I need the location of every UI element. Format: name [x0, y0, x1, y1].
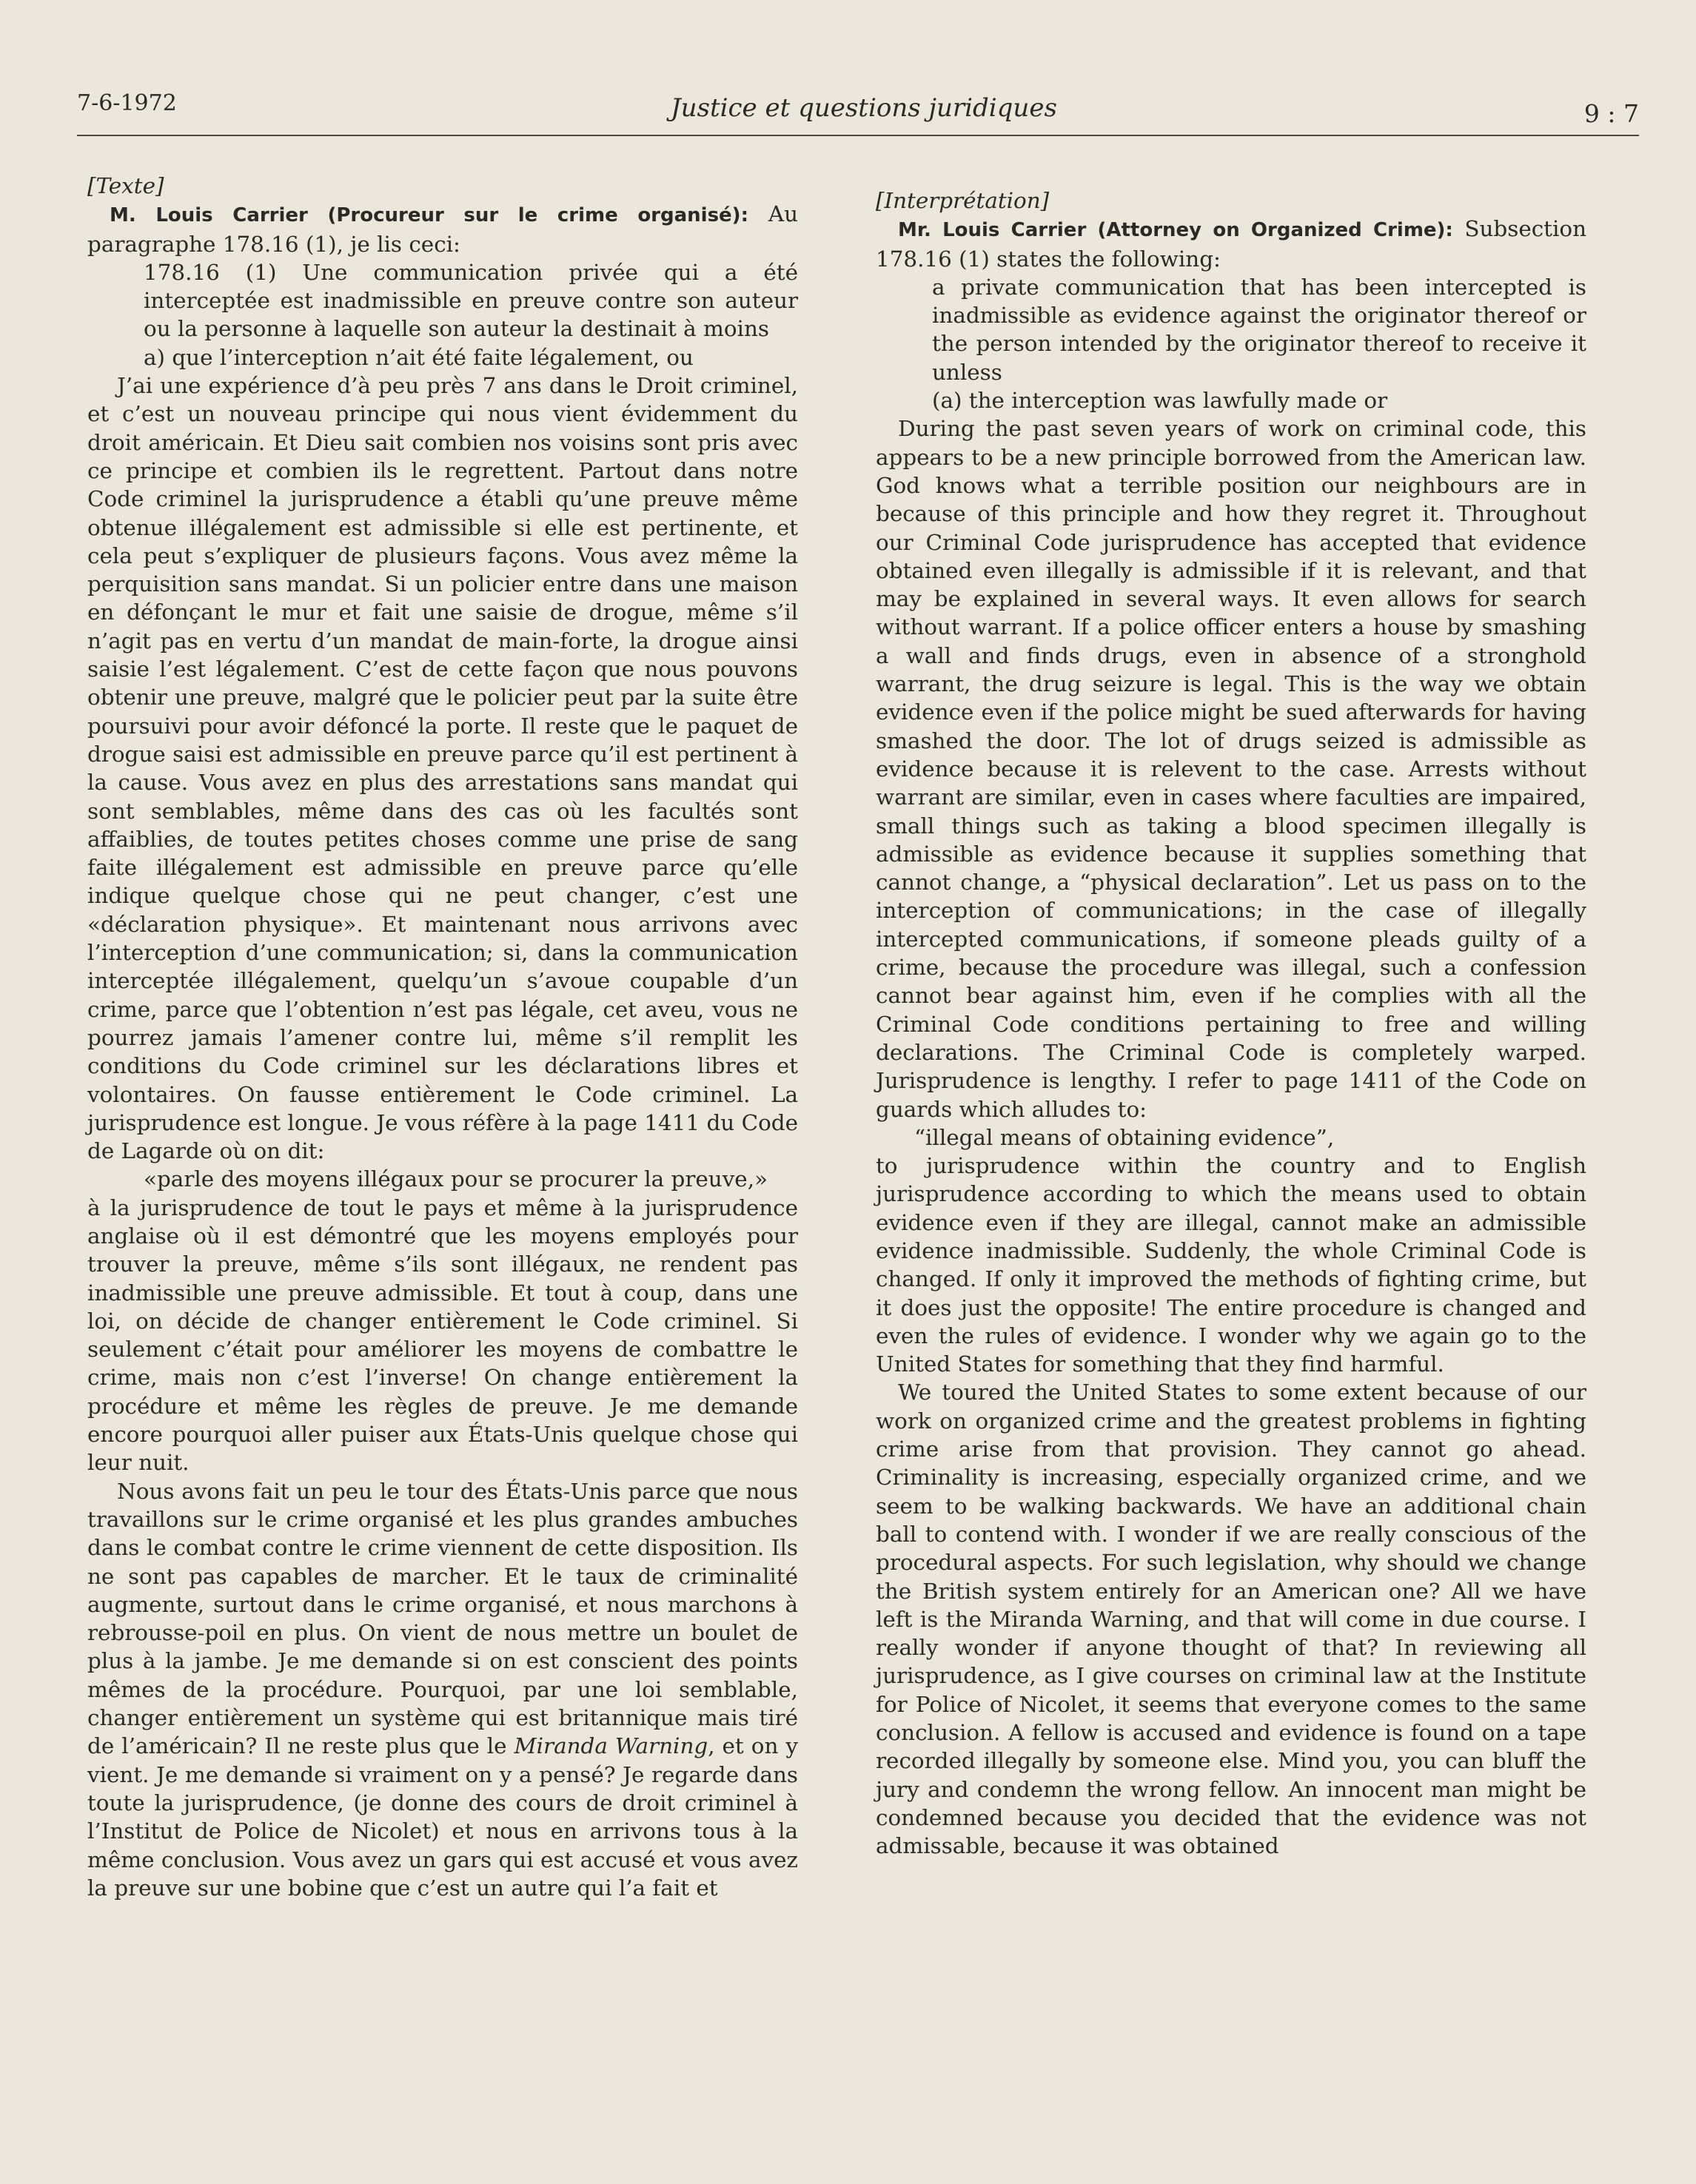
statute-clause-a: a) que l’interception n’ait été faite légalement, ou: [144, 344, 694, 370]
paragraph: During the past seven years of work on criminal code, this appears to be a new principle borrowed from the American law. God knows what a terrible position our neighbours are in because of this principle and how they regret it. Throughout our Criminal Code jurisprudence has accepted that evidence obtained even illegally is admissible if it is relevant, and that may be explained in several ways. It even allows for search without warrant. If a police officer enters a house by smashing a wall and finds drugs, even in absence of a stronghold warrant, the drug seizure is legal. This is the way we obtain evidence even if the police might be sued afterwards for having smashed the door. The lot of drugs seized is admissible as evidence because it is relevent to the case. Arrests without warrant are similar, even in cases where faculties are impaired, small things such as taking a blood specimen illegally is admissible as evidence because it supplies something that cannot change, a “physical declaration”. Let us pass on to the interception of communications; in the case of illegally intercepted communications, if someone pleads guilty of a crime, because the procedure was illegal, such a confession cannot bear against him, even if he complies with all the Criminal Code conditions pertaining to free and willing declarations. The Criminal Code is completely warped. Jurisprudence is lengthy. I refer to page 1411 of the Code on guards which alludes to:: [876, 416, 1586, 1122]
citation-quote: «parle des moyens illégaux pour se procurer la preuve,»: [144, 1166, 768, 1192]
paragraph: [87, 1477, 798, 1902]
speaker-paragraph: [87, 200, 798, 258]
paragraph: J’ai une expérience d’à peu près 7 ans dans le Droit criminel, et c’est un nouveau principe qui nous vient évidemment du droit américain. Et Dieu sait combien nos voisins sont pris avec ce principe et combien ils le regrettent. Partout dans notre Code criminel la jurisprudence a établi qu’une preuve même obtenue illégalement est admissible si elle est pertinente, et cela peut s’expliquer de plusieurs façons. Vous avez même la perquisition sans mandat. Si un policier entre dans une maison en défonçant le mur et fait une saisie de drogue, même s’il n’agit pas en vertu d’un mandat de main-forte, la drogue ainsi saisie l’est légalement. C’est de cette façon que nous pouvons obtenir une preuve, malgré que le policier peut par la suite être poursuivi pour avoir défoncé la porte. Il reste que le paquet de drogue saisi est admissible en preuve parce qu’il est pertinent à la cause. Vous avez en plus des arrestations sans mandat qui sont semblables, même dans des cas où les facultés sont affaiblies, de toutes petites choses comme une prise de sang faite illégalement est admissible en preuve parce qu’elle indique quelque chose qui ne peut changer, c’est une «déclaration physique». Et maintenant nous arrivons avec l’interception d’une communication; si, dans la communication interceptée illégalement, quelqu’un s’avoue coupable d’un crime, parce que l’obtention n’est pas légale, cet aveu, vous ne pourrez jamais l’amener contre lui, même s’il remplit les conditions du Code criminel sur les déclarations libres et volontaires. On fausse entièrement le Code criminel. La jurisprudence est longue. Je vous réfère à la page 1411 du Code de Lagarde où on dit:: [87, 373, 798, 1164]
header-title: Justice et questions juridiques: [671, 93, 1057, 123]
header-page-number: 9 : 7: [1583, 99, 1639, 128]
statute-quote: 178.16 (1) Une communication privée qui a été interceptée est inadmissible en preuve contre son auteur ou la personne à laquelle son auteur la destinait à moins: [144, 259, 798, 342]
french-column: [87, 172, 798, 1902]
paragraph: to jurisprudence within the country and to English jurisprudence according to which the means used to obtain evidence even if they are illegal, cannot make an admissible evidence inadmissible. Suddenly, the whole Criminal Code is changed. If only it improved the methods of fighting crime, but it does just the opposite! The entire procedure is changed and even the rules of evidence. I wonder why we again go to the United States for something that they find harmful.: [876, 1153, 1586, 1377]
text-tag: [Texte]: [87, 173, 164, 198]
speaker-name: Mr. Louis Carrier (Attorney on Organized Crime):: [898, 219, 1453, 242]
paragraph: à la jurisprudence de tout le pays et même à la jurisprudence anglaise où il est démontré que les moyens employés pour trouver la preuve, même s’ils sont illégaux, ne rendent pas inadmissible une preuve admissible. Et tout à coup, dans une loi, on décide de changer entièrement le Code criminel. Si seulement c’était pour améliorer les moyens de combattre le crime, mais non c’est l’inverse! On change entièrement la procédure et même les règles de preuve. Je me demande encore pourquoi aller puiser aux États-Unis quelque chose qui leur nuit.: [87, 1195, 798, 1476]
english-column: [876, 172, 1586, 1861]
intro-text: Au paragraphe 178.16 (1), je lis ceci:: [87, 201, 798, 257]
speaker-paragraph: [876, 215, 1586, 273]
intro-text: Subsection 178.16 (1) states the following:: [876, 216, 1587, 272]
statute-clause-a: (a) the interception was lawfully made or: [932, 388, 1388, 414]
speaker-name: M. Louis Carrier (Procureur sur le crime organisé):: [110, 204, 748, 227]
interpretation-tag: [Interprétation]: [876, 188, 1050, 213]
page-header: [77, 83, 1639, 136]
paragraph-text: , et on y vient. Je me demande si vraiment on y a pensé? Je regarde dans toute la jurisprudence, (je donne des cours de droit criminel à l’Institut de Police de Nicolet) et nous en arrivons tous à la même conclusion. Vous avez un gars qui est accusé et vous avez la preuve sur une bobine que c’est un autre qui l’a fait et: [87, 1733, 798, 1901]
paragraph: We toured the United States to some extent because of our work on organized crime and the greatest problems in fighting crime arise from that provision. They cannot go ahead. Criminality is increasing, especially organized crime, and we seem to be walking backwards. We have an additional chain ball to contend with. I wonder if we are really conscious of the procedural aspects. For such legislation, why should we change the British system entirely for an American one? All we have left is the Miranda Warning, and that will come in due course. I really wonder if anyone thought of that? In reviewing all jurisprudence, as I give courses on criminal law at the Institute for Police of Nicolet, it seems that everyone comes to the same conclusion. A fellow is accused and evidence is found on a tape recorded illegally by someone else. Mind you, you can bluff the jury and condemn the wrong fellow. An innocent man might be condemned because you decided that the evidence was not admissable, because it was obtained: [876, 1380, 1586, 1859]
statute-quote: a private communication that has been intercepted is inadmissible as evidence against the originator thereof or the person intended by the originator thereof to receive it unless: [932, 274, 1586, 385]
paragraph-text: Nous avons fait un peu le tour des États-Unis parce que nous travaillons sur le crime organisé et les plus grandes ambuches dans le combat contre le crime viennent de cette disposition. Ils ne sont pas capables de marcher. Et le taux de criminalité augmente, surtout dans le crime organisé, et nous marchons à rebrousse-poil en plus. On vient de nous mettre un boulet de plus à la jambe. Je me demande si on est conscient des points mêmes de la procédure. Pourquoi, par une loi semblable, changer entièrement un système qui est britannique mais tiré de l’américain? Il ne reste plus que le: [87, 1478, 798, 1759]
citation-quote: “illegal means of obtaining evidence”,: [914, 1124, 1335, 1150]
miranda-warning-term: Miranda Warning: [514, 1733, 708, 1759]
header-date: 7-6-1972: [77, 90, 177, 116]
